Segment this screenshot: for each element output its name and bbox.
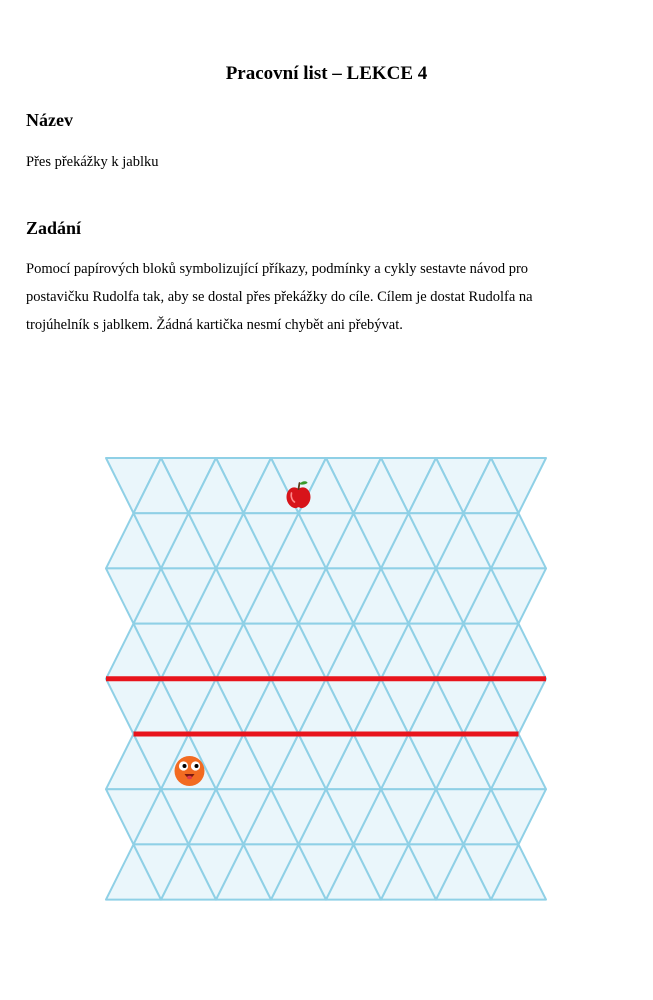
page-title: Pracovní list – LEKCE 4 — [225, 63, 428, 84]
apple-stem — [299, 483, 300, 489]
section-text-nazev: Přes překážky k jablku — [26, 154, 159, 170]
rudolf-pupil-left — [183, 764, 187, 768]
rudolf-tongue — [187, 776, 192, 780]
section-heading-nazev: Název — [26, 110, 73, 130]
zadani-line: Pomocí papírových bloků symbolizující příkazy, podmínky a cykly sestavte návod pro — [26, 261, 529, 277]
rudolf-character-icon — [175, 756, 205, 786]
section-text-zadani — [26, 255, 626, 339]
section-heading-zadani: Zadání — [26, 218, 82, 238]
apple-body — [287, 487, 311, 508]
zadani-line: postavičku Rudolfa tak, aby se dostal přes překážky do cíle. Cílem je dostat Rudolfa na — [26, 289, 533, 305]
rudolf-head — [175, 756, 205, 786]
rudolf-pupil-right — [195, 764, 199, 768]
puzzle-board — [100, 452, 552, 902]
triangle-grid — [100, 452, 552, 902]
zadani-line: trojúhelník s jablkem. Žádná kartička nesmí chybět ani přebývat. — [26, 317, 403, 333]
